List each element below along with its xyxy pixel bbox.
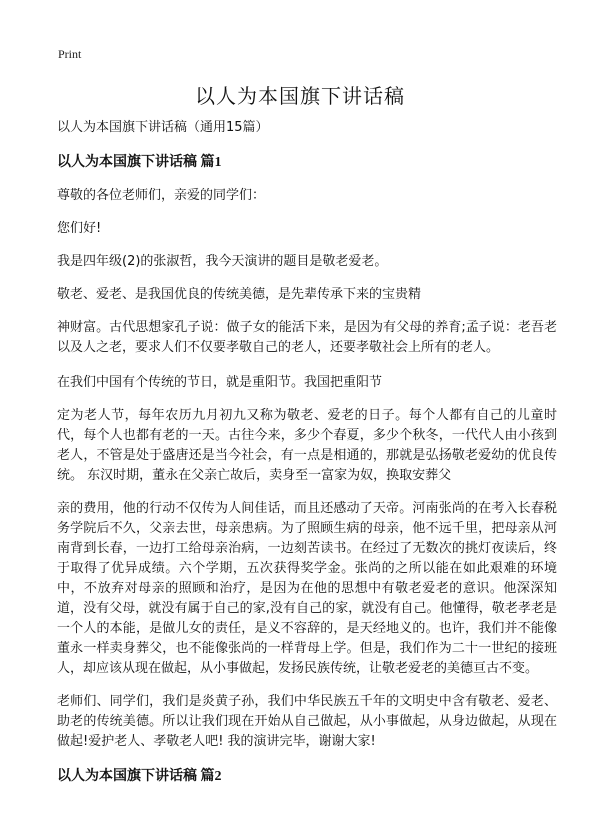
body-paragraph-6: 老师们、同学们，我们是炎黄子孙，我们中华民族五千年的文明史中含有敬老、爱老、助老的传统美德。所以让我们现在开始从自己做起，从小事做起，从身边做起，从现在做起!爱护老人、孝敬老人吧! 我的演讲完毕，谢谢大家! [57,694,557,749]
body-paragraph-1: 敬老、爱老、是我国优良的传统美德，是先辈传承下来的宝贵精 [57,287,422,302]
section-heading-1: 以人为本国旗下讲话稿 篇1 [57,155,222,170]
body-paragraph-5: 亲的费用，他的行动不仅传为人间佳话，而且还感动了天帝。河南张尚的在考入长春税务学院后不久，父亲去世，母亲患病。为了照顾生病的母亲，他不远千里，把母亲从河南背到长春，一边打工给母亲治病，一边刻苦读书。在经过了无数次的挑灯夜读后，终于取得了优异成绩。六个学期，五次获得奖学金。张尚的之所以能在如此艰难的环境中，不放弃对母亲的照顾和治疗，是因为在他的思想中有敬老爱老的意识。他深深知道，没有父母，就没有属于自己的家,没有自己的家，就没有自己。他懂得，敬老孝老是一个人的本能，是做儿女的责任，是义不容辞的，是天经地义的。也许，我们并不能像董永一样卖身葬父，也不能像张尚的一样背母上学。但是，我们作为二十一世纪的接班人，却应该从现在做起，从小事做起，发扬民族传统，让敬老爱老的美德亘古不变。 [57,501,557,676]
hello-paragraph: 您们好! [57,221,102,236]
doc-subtitle: 以人为本国旗下讲话稿（通用15篇） [57,120,269,135]
section-heading-2: 以人为本国旗下讲话稿 篇2 [57,769,222,784]
body-paragraph-4: 定为老人节，每年农历九月初九又称为敬老、爱老的日子。每个人都有自己的儿童时代，每个人也都有老的一天。古往今来，多少个春夏，多少个秋冬，一代代人由小孩到老人，不管是处于盛唐还是当今社会，有一点是相通的，那就是弘扬敬老爱幼的优良传统。 东汉时期，董永在父亲亡故后，卖身至一富家为奴，换取安葬父 [57,408,557,483]
print-link[interactable]: Print [58,47,82,61]
page-title: 以人为本国旗下讲话稿 [195,84,405,108]
body-paragraph-2: 神财富。古代思想家孔子说：做子女的能活下来，是因为有父母的养育;孟子说：老吾老以及人之老，要求人们不仅要孝敬自己的老人，还要孝敬社会上所有的老人。 [57,320,557,355]
body-paragraph-3: 在我们中国有个传统的节日，就是重阳节。我国把重阳节 [57,375,383,390]
intro-paragraph: 我是四年级(2)的张淑哲，我今天演讲的题目是敬老爱老。 [57,254,388,269]
greeting-paragraph: 尊敬的各位老师们，亲爱的同学们： [57,188,266,203]
document-body [57,118,557,787]
